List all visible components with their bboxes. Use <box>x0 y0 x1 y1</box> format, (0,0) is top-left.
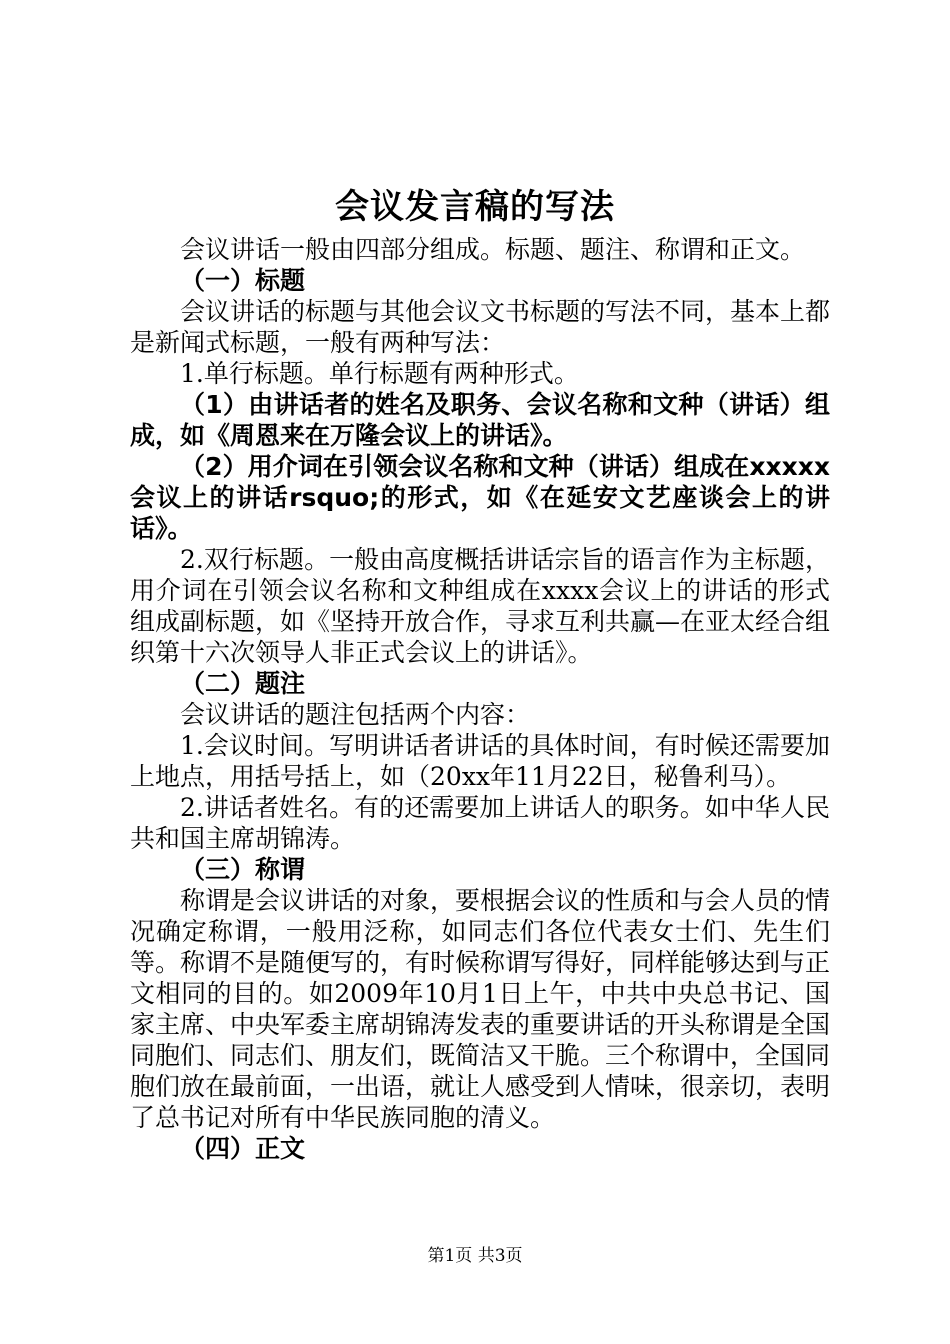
paragraph: 会议讲话的题注包括两个内容： <box>180 700 531 729</box>
paragraph-bold: （2）用介词在引领会议名称和文种（讲话）组成在xxxxx会议上的讲话rsquo;的形式，如《在延安文艺座谈会上的讲话》。 <box>130 452 830 543</box>
paragraph: 1.单行标题。单行标题有两种形式。 <box>180 359 579 388</box>
paragraph-intro: 会议讲话一般由四部分组成。标题、题注、称谓和正文。 <box>180 235 806 264</box>
paragraph: 2.双行标题。一般由高度概括讲话宗旨的语言作为主标题，用介词在引领会议名称和文种组成在xxxx会议上的讲话的形式组成副标题，如《坚持开放合作，寻求互利共赢—在亚太经合组织第十六次领导人非正式会议上的讲话》。 <box>130 545 831 667</box>
paragraph: 1.会议时间。写明讲话者讲话的具体时间，有时候还需要加上地点，用括号括上，如（20xx年11月22日，秘鲁利马）。 <box>130 731 830 791</box>
section-heading-title: （一）标题 <box>180 266 306 295</box>
page-footer: 第1页 共3页 <box>427 1246 523 1266</box>
paragraph-bold: （1）由讲话者的姓名及职务、会议名称和文种（讲话）组成，如《周恩来在万隆会议上的讲话》。 <box>130 390 830 450</box>
section-heading-body: （四）正文 <box>180 1134 306 1163</box>
section-heading-salutation: （三）称谓 <box>180 855 306 884</box>
section-heading-annotation: （二）题注 <box>180 669 306 698</box>
paragraph: 2.讲话者姓名。有的还需要加上讲话人的职务。如中华人民共和国主席胡锦涛。 <box>130 793 830 853</box>
paragraph: 称谓是会议讲话的对象，要根据会议的性质和与会人员的情况确定称谓，一般用泛称，如同志们各位代表女士们、先生们等。称谓不是随便写的，有时候称谓写得好，同样能够达到与正文相同的目的。如2009年10月1日上午，中共中央总书记、国家主席、中央军委主席胡锦涛发表的重要讲话的开头称谓是全国同胞们、同志们、朋友们，既简洁又干脆。三个称谓中，全国同胞们放在最前面，一出语，就让人感受到人情味，很亲切，表明了总书记对所有中华民族同胞的清义。 <box>130 886 831 1132</box>
paragraph: 会议讲话的标题与其他会议文书标题的写法不同，基本上都是新闻式标题，一般有两种写法： <box>130 297 831 357</box>
document-title: 会议发言稿的写法 <box>335 187 615 227</box>
document-body <box>130 234 830 1164</box>
